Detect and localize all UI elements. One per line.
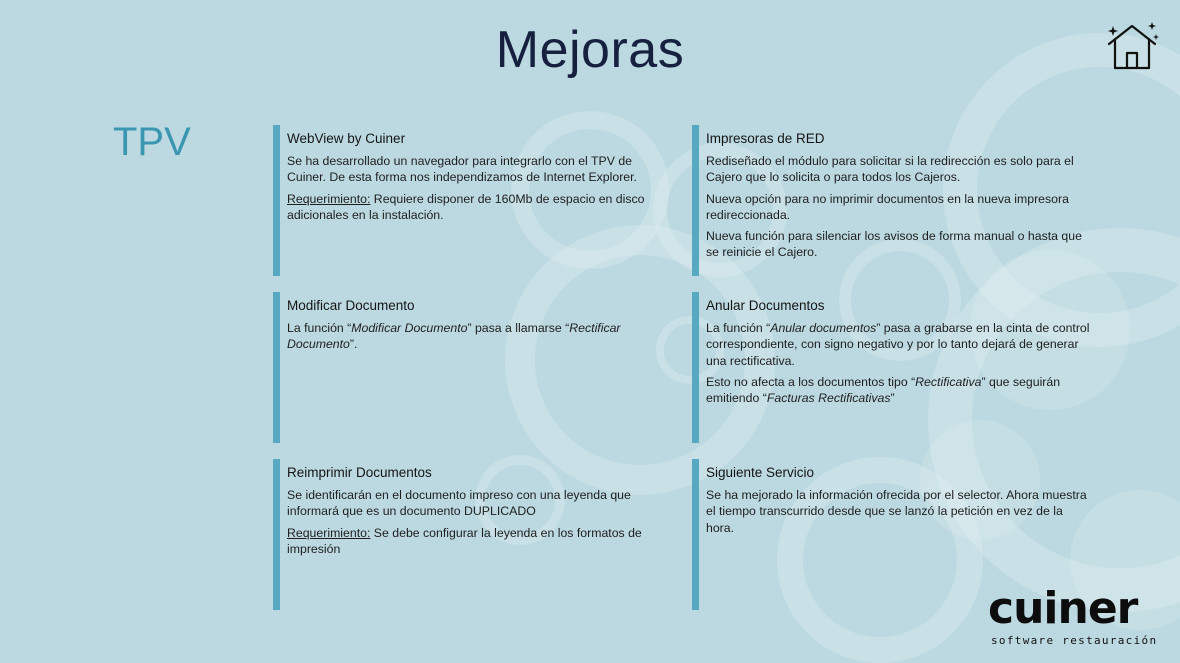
card-title: Reimprimir Documentos [287,465,432,480]
section-label-tpv: TPV [113,120,191,164]
card-text: Esto no afecta a los documentos tipo “Rectificativa” que seguirán emitiendo “Facturas Rectificativas” [706,374,1061,406]
card-text: La función “Anular documentos” pasa a grabarse en la cinta de control correspondiente, con signo negativo y por lo tanto dejará de generar una rectificativa. [706,321,1090,368]
card-reimprimir-documentos [273,459,673,610]
card-text: Se ha mejorado la información ofrecida por el selector. Ahora muestra el tiempo transcurrido desde que se lanzó la petición en vez de la hora. [706,488,1087,535]
card-title: Siguiente Servicio [706,465,815,480]
card-anular-documentos [692,292,1092,443]
card-text: Se ha desarrollado un navegador para integrarlo con el TPV de Cuiner. De esta forma nos independizamos de Internet Explorer. [287,154,637,185]
card-webview [273,125,673,276]
logo-wordmark: cuiner [988,583,1138,634]
home-sparkle-icon[interactable] [1104,20,1160,72]
requirement-text: Requiere disponer de 160Mb de espacio en disco adicionales en la instalación. [287,191,645,222]
requirement-label: Requerimiento: [287,525,371,540]
cuiner-logo[interactable] [988,583,1164,650]
card-text: Rediseñado el módulo para solicitar si la redirección es solo para el Cajero que lo solicita o para todos los Cajeros. [706,154,1074,185]
card-text: Nueva función para silenciar los avisos de forma manual o hasta que se reinicie el Cajero. [706,229,1082,260]
card-title: Anular Documentos [706,298,825,313]
card-title: WebView by Cuiner [287,131,406,146]
card-text: Nueva opción para no imprimir documentos en la nueva impresora redireccionada. [706,191,1069,222]
card-requirement [287,525,673,558]
card-modificar-documento [273,292,673,443]
card-requirement [287,191,673,224]
card-title: Impresoras de RED [706,131,825,146]
card-title: Modificar Documento [287,298,415,313]
card-text: La función “Modificar Documento” pasa a llamarse “Rectificar Documento”. [287,321,621,352]
logo-tagline: software restauración [991,634,1158,647]
page-title: Mejoras [495,21,685,79]
requirement-text: Se debe configurar la leyenda en los formatos de impresión [287,525,642,556]
card-text: Se identificarán en el documento impreso con una leyenda que informará que es un documento DUPLICADO [287,488,631,519]
requirement-label: Requerimiento: [287,191,371,206]
card-impresoras-red [692,125,1092,276]
